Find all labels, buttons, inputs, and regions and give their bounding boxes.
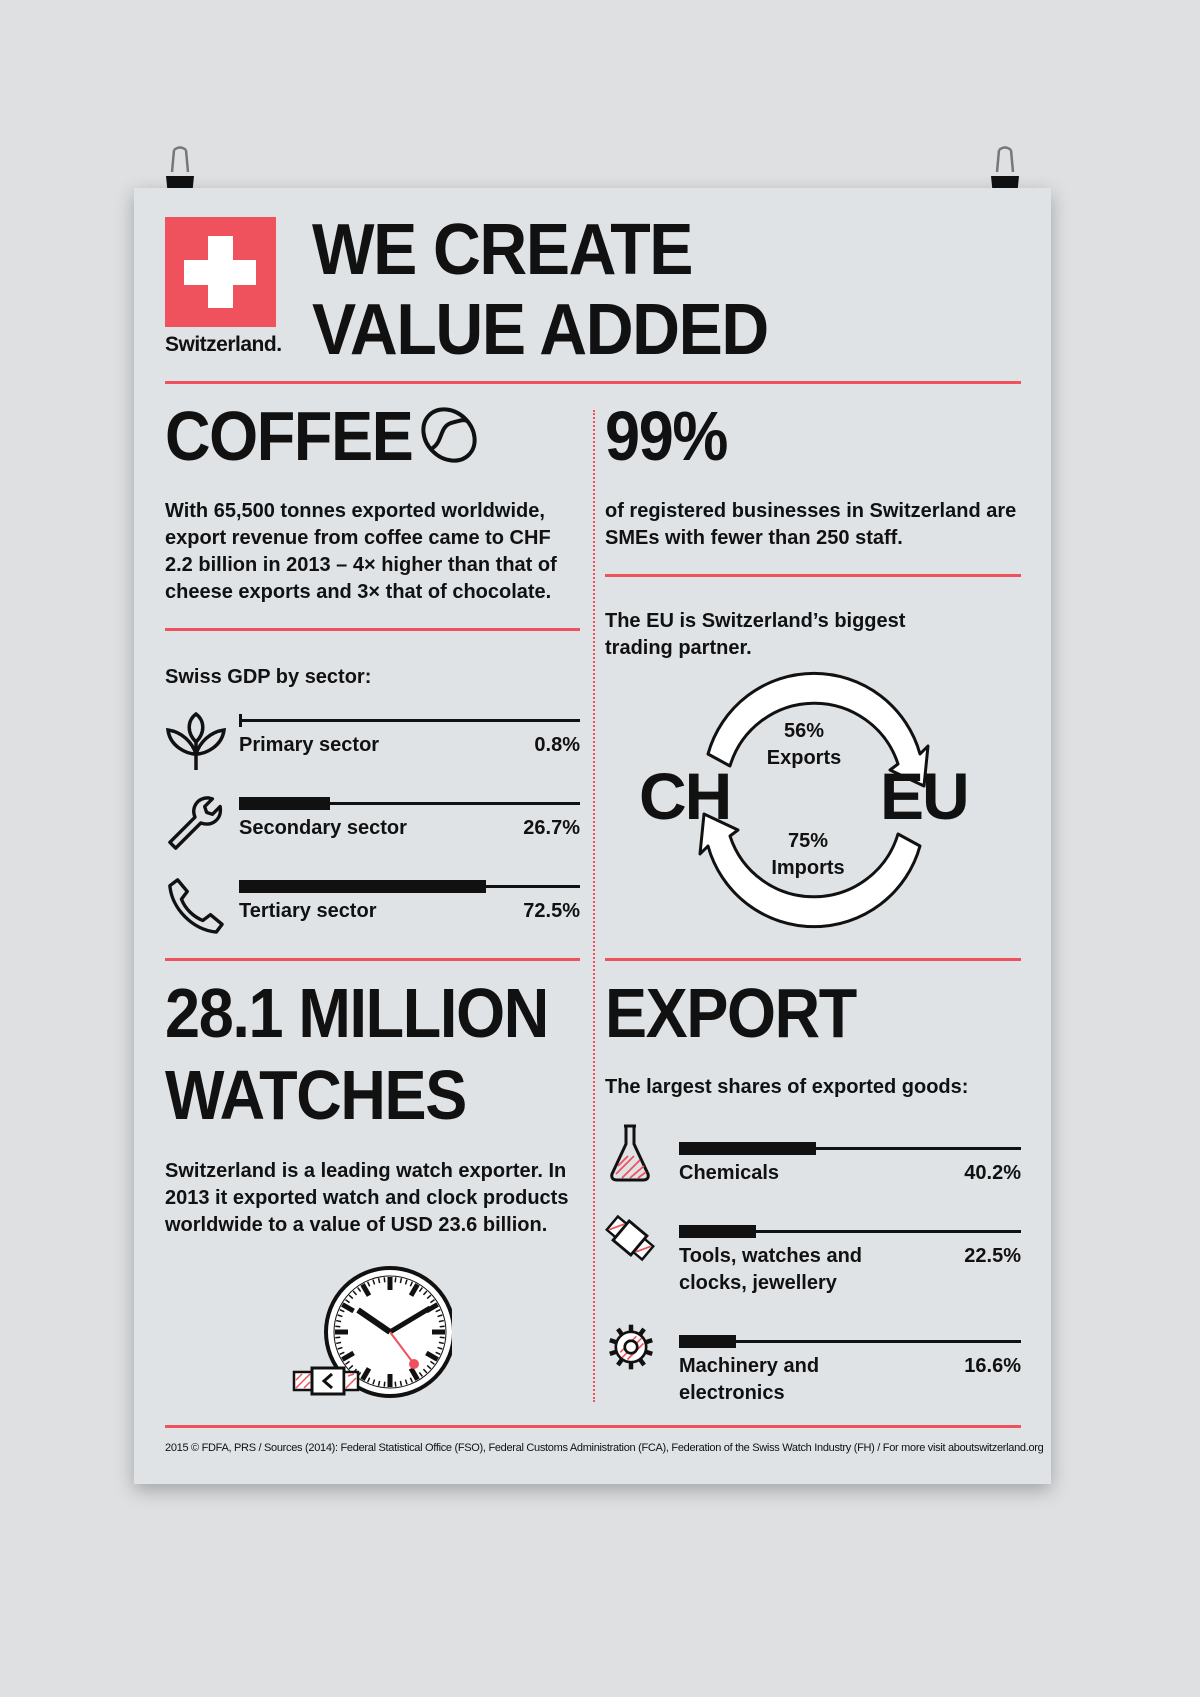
export-subtitle: The largest shares of exported goods: (605, 1076, 969, 1098)
export-bar-0-fill (679, 1142, 816, 1155)
coffee-title: COFFEE (165, 397, 413, 475)
divider (605, 574, 1021, 577)
brand-name: Switzerland. (165, 333, 282, 356)
export-bar-2-label: Machinery and electronics (679, 1355, 820, 1404)
gdp-bar-0-track (239, 719, 580, 722)
export-bar-0-value: 40.2% (964, 1162, 1021, 1184)
export-bar-2-value: 16.6% (964, 1355, 1021, 1377)
gdp-bar-2-label: Tertiary sector (239, 900, 377, 922)
trade-ch-label: CH (639, 759, 731, 833)
gdp-bar-2-value: 72.5% (523, 900, 580, 922)
export-bar-1-value: 22.5% (964, 1245, 1021, 1267)
phone-icon (166, 876, 224, 934)
column-divider (593, 410, 595, 1402)
coffee-bean-icon (417, 403, 481, 467)
divider (165, 381, 1021, 384)
export-bar-2-fill (679, 1335, 736, 1348)
exports-label: 56% Exports (766, 720, 842, 769)
footer-credits: 2015 © FDFA, PRS / Sources (2014): Federal Statistical Office (FSO), Federal Customs Administration (FCA), Federation of the Swiss Watch Industry (FH) / For more visit aboutswitzerland.org (165, 1442, 1044, 1454)
page-title: WE CREATE VALUE ADDED (312, 210, 768, 370)
swiss-flag-logo (165, 217, 276, 327)
watches-text: Switzerland is a leading watch exporter. In 2013 it exported watch and clock products worldwide to a value of USD 23.6 billion. (165, 1160, 569, 1236)
trade-text: The EU is Switzerland’s biggest trading partner. (605, 610, 906, 659)
gear-icon (606, 1322, 656, 1372)
export-bar-1-fill (679, 1225, 756, 1238)
gdp-bar-1-value: 26.7% (523, 817, 580, 839)
imports-label: 75% Imports (771, 830, 845, 879)
plant-icon (164, 712, 228, 772)
flask-icon (608, 1122, 652, 1182)
gdp-bar-1-fill (239, 797, 330, 810)
export-bar-0-label: Chemicals (679, 1162, 780, 1184)
sme-text: of registered businesses in Switzerland are SMEs with fewer than 250 staff. (605, 500, 1017, 549)
jewel-icon (604, 1212, 656, 1264)
gdp-bar-0-fill (239, 714, 242, 727)
wrench-icon (166, 794, 224, 852)
watches-title: 28.1 MILLION WATCHES (165, 974, 548, 1134)
export-title: EXPORT (605, 974, 856, 1052)
gdp-bar-0-label: Primary sector (239, 734, 380, 756)
station-clock-icon (292, 1262, 452, 1402)
divider (165, 958, 580, 961)
gdp-bar-0-value: 0.8% (534, 734, 580, 756)
coffee-text: With 65,500 tonnes exported worldwide, export revenue from coffee came to CHF 2.2 billion in 2013 – 4× higher than that of cheese exports and 3× that of chocolate. (165, 500, 557, 603)
divider (165, 1425, 1021, 1428)
poster (134, 188, 1051, 1484)
gdp-bar-2-fill (239, 880, 486, 893)
sme-stat: 99% (605, 397, 728, 475)
divider (605, 958, 1021, 961)
gdp-bar-1-label: Secondary sector (239, 817, 407, 839)
divider (165, 628, 580, 631)
trade-eu-label: EU (880, 759, 968, 833)
export-bar-1-label: Tools, watches and clocks, jewellery (679, 1245, 862, 1294)
gdp-title: Swiss GDP by sector: (165, 666, 372, 688)
